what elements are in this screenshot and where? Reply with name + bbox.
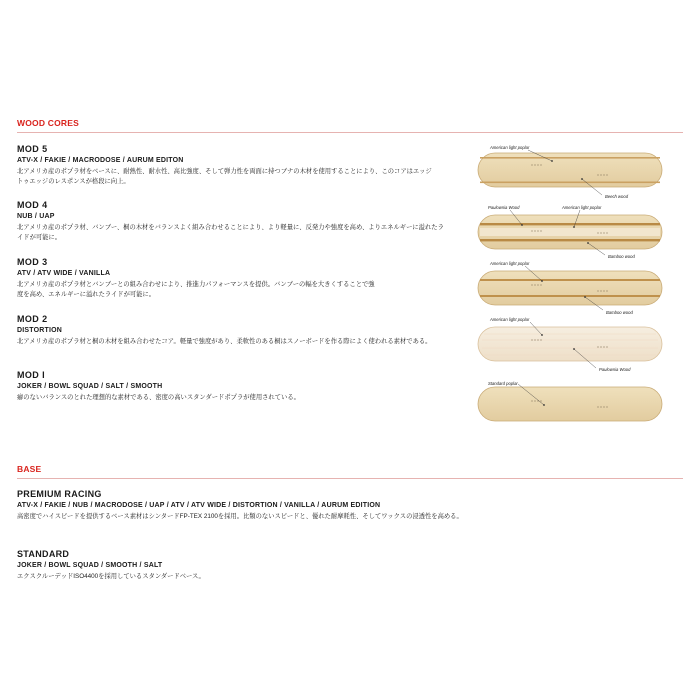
- premium-racing-block: [17, 489, 677, 522]
- base-divider: [17, 478, 683, 479]
- paulownia-center: [480, 228, 660, 236]
- premium-racing-desc: 高密度でハイスピードを提供するベース素材はシンタードFP-TEX 2100を採用。比類のないスピードと、優れた耐摩耗性、そしてワックスの浸透性を高める。: [17, 513, 463, 520]
- standard-base-title: STANDARD: [17, 549, 70, 559]
- label-american-poplar-3: American light poplar: [490, 261, 530, 266]
- mod5-models: ATV-X / FAKIE / MACRODOSE / AURUM EDITON: [17, 157, 184, 164]
- board-mod2: [478, 317, 662, 372]
- base-heading: BASE: [17, 464, 42, 474]
- standard-base-desc: エクスクルーデッドISO4400を採用しているスタンダードベース。: [17, 573, 205, 580]
- bamboo3-stripe-top: [480, 279, 660, 281]
- mod3-desc-line2: 度を高め、エネルギーに溢れたライドが可能に。: [17, 291, 156, 298]
- mod3-title: MOD 3: [17, 257, 48, 267]
- mod1-models: JOKER / BOWL SQUAD / SALT / SMOOTH: [17, 383, 163, 390]
- mod3-models: ATV / ATV WIDE / VANILLA: [17, 270, 111, 277]
- label-paulownia-1: Paulownia Wood: [488, 205, 520, 210]
- mod1-desc: [17, 393, 457, 403]
- mod2-block: [17, 314, 457, 347]
- mod4-block: [17, 200, 457, 243]
- label-standard-poplar: Standard poplar: [488, 381, 518, 386]
- board-mod1: [478, 381, 662, 421]
- premium-racing-models: ATV-X / FAKIE / NUB / MACRODOSE / UAP / ATV / ATV WIDE / DISTORTION / VANILLA / AURUM EDITION: [17, 502, 381, 509]
- mod4-desc: [17, 223, 457, 243]
- mod4-title: MOD 4: [17, 200, 48, 210]
- bamboo-stripe-top: [480, 223, 660, 225]
- label-beech-wood: Beech wood: [605, 194, 629, 199]
- bamboo-stripe-bottom: [480, 239, 660, 241]
- mod2-title: MOD 2: [17, 314, 48, 324]
- mod1-block: [17, 370, 457, 403]
- label-american-poplar-4: American light poplar: [490, 317, 530, 322]
- label-american-poplar-2: American light poplar: [562, 205, 602, 210]
- mod2-models: DISTORTION: [17, 327, 63, 334]
- mod4-models: NUB / UAP: [17, 213, 55, 220]
- mod1-title: MOD I: [17, 370, 45, 380]
- mod5-desc: [17, 167, 457, 187]
- mod3-desc: [17, 280, 457, 300]
- label-bamboo-wood-2: Bamboo wood: [606, 310, 633, 315]
- mod2-desc-line1: 北アメリカ産のポプラ材と桐の木材を組み合わせたコア。軽量で強度があり、柔軟性のある桐はスノーボードを作る際によく使われる素材である。: [17, 338, 432, 345]
- mod3-block: [17, 257, 457, 300]
- board-mod3: [478, 261, 662, 315]
- mod5-desc-line2: トゥエッジのレスポンスが格段に向上。: [17, 178, 130, 185]
- board-mod2-shape: [478, 327, 662, 361]
- label-american-poplar-1: American light poplar: [490, 145, 530, 150]
- mod4-desc-line2: イドが可能に。: [17, 234, 62, 241]
- mod2-desc: [17, 337, 457, 347]
- wood-cores-heading: WOOD CORES: [17, 118, 79, 128]
- mod5-block: [17, 144, 457, 187]
- beech-stripe-top: [480, 157, 660, 159]
- label-paulownia-2: Paulownia Wood: [599, 367, 631, 372]
- mod5-desc-line1: 北アメリカ産のポプラ材をベースに、耐熱性、耐水性、高比強度、そして弾力性を両面に持つブナの木材を使用することにより、このコアはエッジ: [17, 168, 432, 175]
- standard-base-models: JOKER / BOWL SQUAD / SMOOTH / SALT: [17, 562, 163, 569]
- wood-cores-divider: [17, 132, 683, 133]
- mod3-desc-line1: 北アメリカ産のポプラ材とバンブーとの組み合わせにより、推進力パフォーマンスを提供。バンブーの幅を大きくすることで強: [17, 281, 375, 288]
- bamboo3-stripe-bottom: [480, 295, 660, 297]
- wood-core-diagrams: [470, 135, 670, 425]
- premium-racing-title: PREMIUM RACING: [17, 489, 102, 499]
- mod4-desc-line1: 北アメリカ産のポプラ材、バンブー、桐の木材をバランスよく組み合わせることにより、より軽量に、反発力や強度を高め、よりエネルギーに溢れたラ: [17, 224, 444, 231]
- board-mod5: [478, 145, 662, 199]
- mod1-desc-line1: 癖のないバランスのとれた理想的な素材である、密度の高いスタンダードポプラが使用されている。: [17, 394, 300, 401]
- board-mod3-shape: [478, 271, 662, 305]
- board-mod1-shape: [478, 387, 662, 421]
- beech-stripe-bottom: [480, 182, 660, 184]
- standard-base-block: [17, 549, 677, 582]
- board-mod4: [478, 205, 662, 259]
- label-bamboo-wood-1: Bamboo wood: [608, 254, 635, 259]
- mod5-title: MOD 5: [17, 144, 48, 154]
